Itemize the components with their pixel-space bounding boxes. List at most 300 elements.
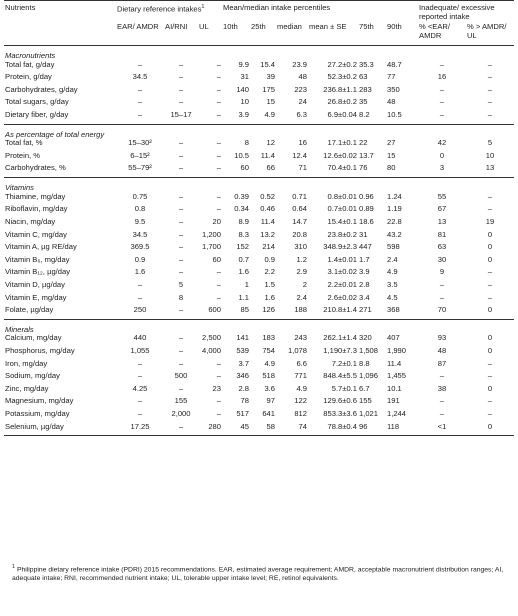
- p90-value: 1,244: [387, 409, 407, 418]
- ear-amdr-value: 0.9: [134, 254, 146, 264]
- p90-value: 407: [387, 333, 400, 343]
- footnote: [12, 564, 506, 584]
- table-row: [4, 111, 514, 124]
- ai-rni-value: –: [178, 72, 184, 82]
- nutrient-name: Iron, mg/day: [5, 358, 48, 368]
- median-value: 74: [276, 423, 308, 436]
- p90-value: 4.9: [387, 267, 398, 277]
- p25-value: 0.52: [260, 191, 275, 201]
- p25-value: 175: [262, 84, 275, 94]
- ul-value: –: [216, 409, 221, 418]
- header-ear-amdr: EAR/ AMDR: [116, 21, 164, 45]
- median-value: 1,078: [287, 346, 307, 356]
- pct-lt-ear-value: 42: [437, 138, 447, 148]
- p10-value: 10.5: [234, 150, 249, 160]
- ul-value: –: [216, 84, 221, 94]
- p90-value: 118: [386, 423, 418, 436]
- p10-value: 3.7: [238, 358, 249, 368]
- footnote-marker: 1: [12, 564, 16, 570]
- p75-value: 1.7: [359, 254, 370, 264]
- pct-gt-amdr-value: 0: [487, 242, 493, 252]
- ear-amdr-value: 1.6: [134, 267, 146, 277]
- p90-value: 4.5: [387, 292, 398, 302]
- mean-se-value: 26.8±0.2: [327, 97, 357, 107]
- p10-value: 9.9: [238, 59, 249, 69]
- pct-lt-ear-value: 38: [437, 383, 447, 393]
- ear-amdr-value: –: [137, 109, 143, 119]
- table-row: [4, 98, 514, 111]
- ear-amdr-value: –: [137, 371, 143, 381]
- ear-amdr-value: –: [137, 279, 143, 289]
- ai-rni-value: –: [178, 191, 184, 201]
- mean-se-value: 70.4±0.1: [327, 163, 357, 173]
- p90-value: 15: [387, 150, 396, 160]
- ai-rni-value: –: [178, 358, 184, 368]
- ul-value: –: [216, 371, 221, 381]
- ai-rni-value: –: [178, 216, 184, 226]
- ai-rni-value: –: [164, 423, 198, 436]
- p75-value: 6.7: [359, 383, 370, 393]
- median-value: 14.7: [292, 216, 307, 226]
- mean-se-value: 52.3±0.2: [327, 72, 357, 82]
- p10-value: 141: [236, 333, 249, 343]
- mean-se-value: 1.4±0.01: [327, 254, 357, 264]
- p10-value: 60: [240, 163, 249, 173]
- pct-lt-ear-value: 3: [439, 163, 445, 173]
- mean-se-value: 23.8±0.2: [327, 229, 357, 239]
- median-value: 812: [294, 409, 307, 418]
- pct-lt-ear-value: 9: [439, 267, 445, 277]
- p25-value: 1.6: [264, 292, 275, 302]
- ear-amdr-value: 34.5: [132, 229, 148, 239]
- p90-value: 11.4: [387, 358, 402, 368]
- table-header: [4, 1, 514, 46]
- ear-amdr-value: –: [137, 396, 143, 406]
- p10-value: 3.9: [238, 109, 249, 119]
- ear-amdr-value: –: [137, 409, 143, 418]
- p25-value: 11.4: [260, 216, 275, 226]
- nutrient-name: Carbohydrates, g/day: [5, 84, 78, 94]
- ul-value: 23: [212, 383, 221, 393]
- p25-value: 58: [250, 423, 276, 436]
- ai-rni-value: –: [178, 97, 184, 107]
- p25-value: 4.9: [264, 109, 275, 119]
- p25-value: 3.6: [264, 383, 275, 393]
- pct-gt-amdr-value: –: [487, 97, 493, 107]
- ul-value: –: [216, 59, 221, 69]
- pct-gt-amdr-value: –: [487, 72, 493, 82]
- ul-value: 1,200: [201, 229, 221, 239]
- p75-value: 155: [359, 396, 372, 406]
- p25-value: 12: [266, 138, 275, 148]
- pct-gt-amdr-value: –: [487, 409, 493, 418]
- pct-gt-amdr-value: –: [487, 109, 493, 119]
- ul-value: 1,700: [201, 242, 221, 252]
- pct-lt-ear-value: <1: [418, 423, 466, 436]
- table-row: [4, 73, 514, 86]
- table-row: [4, 139, 514, 152]
- mean-se-value: 7.2±0.1: [331, 358, 357, 368]
- mean-se-value: 15.4±0.1: [327, 216, 357, 226]
- median-value: 23.9: [292, 59, 307, 69]
- ear-amdr-value: 369.5: [130, 242, 150, 252]
- mean-se-value: 12.6±0.02: [323, 150, 357, 160]
- median-value: 188: [294, 305, 307, 315]
- median-value: 122: [294, 396, 307, 406]
- pct-gt-amdr-value: –: [487, 396, 493, 406]
- header-p90: 90th: [386, 21, 418, 45]
- p90-value: 10.1: [387, 383, 402, 393]
- ai-rni-value: 2,000: [171, 409, 191, 418]
- header-p75: 75th: [358, 21, 386, 45]
- nutrient-name: Potassium, mg/day: [5, 409, 70, 418]
- p25-value: 15.4: [260, 59, 275, 69]
- p90-value: 48.7: [387, 59, 402, 69]
- nutrient-name: Phosphorus, mg/day: [5, 346, 75, 356]
- p10-value: 517: [236, 409, 249, 418]
- p10-value: 140: [236, 84, 249, 94]
- pct-lt-ear-value: 63: [437, 242, 447, 252]
- pct-gt-amdr-value: –: [487, 59, 493, 69]
- p10-value: 1: [244, 279, 249, 289]
- p25-value: 518: [262, 371, 275, 381]
- p10-value: 2.8: [238, 383, 249, 393]
- p90-value: 368: [387, 305, 400, 315]
- p75-value: 35.3: [359, 59, 374, 69]
- ul-value: –: [216, 204, 221, 214]
- pct-gt-amdr-value: 0: [466, 423, 514, 436]
- p90-value: 598: [387, 242, 400, 252]
- ear-amdr-value: 9.5: [134, 216, 146, 226]
- nutrient-name: Vitamin D, µg/day: [5, 279, 65, 289]
- ul-value: 2,500: [201, 333, 221, 343]
- header-p25: 25th: [250, 21, 276, 45]
- ear-amdr-value: 15–30²: [128, 138, 152, 148]
- table-row: [4, 347, 514, 360]
- section-title: Vitamins: [4, 178, 514, 193]
- nutrient-name: Vitamin E, mg/day: [5, 292, 67, 302]
- mean-se-value: 848.4±5.5: [323, 371, 357, 381]
- p75-value: 8.8: [359, 358, 370, 368]
- ul-value: –: [216, 396, 221, 406]
- ai-rni-value: 8: [178, 292, 184, 302]
- ear-amdr-value: –: [137, 97, 143, 107]
- median-value: 48: [298, 72, 307, 82]
- pct-lt-ear-value: –: [439, 279, 445, 289]
- p90-value: 2.4: [387, 254, 398, 264]
- median-value: 243: [294, 333, 307, 343]
- p25-value: 183: [262, 333, 275, 343]
- ai-rni-value: –: [178, 150, 184, 160]
- median-value: 2.9: [296, 267, 307, 277]
- header-ai-rni: AI/RNI: [164, 21, 198, 45]
- mean-se-value: 17.1±0.1: [327, 138, 357, 148]
- p75-value: 283: [359, 84, 372, 94]
- p10-value: 10: [240, 97, 249, 107]
- section-row: [4, 124, 514, 139]
- nutrient-name: Folate, µg/day: [5, 305, 54, 315]
- p25-value: 15: [266, 97, 275, 107]
- pct-lt-ear-value: 67: [437, 204, 447, 214]
- p10-value: 8: [244, 138, 249, 148]
- ear-amdr-value: 440: [133, 333, 147, 343]
- ear-amdr-value: 55–79²: [128, 163, 152, 173]
- pct-lt-ear-value: 93: [437, 333, 447, 343]
- p25-value: 0.46: [260, 204, 275, 214]
- ear-amdr-value: 250: [133, 305, 147, 315]
- median-value: 223: [294, 84, 307, 94]
- ai-rni-value: –: [178, 138, 184, 148]
- p10-value: 78: [240, 396, 249, 406]
- ul-value: –: [216, 279, 221, 289]
- pct-gt-amdr-value: 19: [485, 216, 495, 226]
- p75-value: 8.2: [359, 109, 370, 119]
- pct-lt-ear-value: –: [439, 59, 445, 69]
- p10-value: 45: [222, 423, 250, 436]
- median-value: 71: [298, 163, 307, 173]
- ai-rni-value: –: [178, 59, 184, 69]
- pct-gt-amdr-value: 0: [487, 229, 493, 239]
- mean-se-value: 2.6±0.02: [327, 292, 357, 302]
- median-value: 0.64: [292, 204, 307, 214]
- section-title: As percentage of total energy: [4, 124, 514, 139]
- ear-amdr-value: –: [137, 59, 143, 69]
- section-title: Minerals: [4, 319, 514, 334]
- table-row: [4, 281, 514, 294]
- header-p10: 10th: [222, 21, 250, 45]
- header-pct-lt-ear: % <EAR/ AMDR: [418, 21, 466, 45]
- p10-value: 1.6: [238, 267, 249, 277]
- p75-value: 18.6: [359, 216, 374, 226]
- pct-lt-ear-value: –: [439, 97, 445, 107]
- footnote-text: Philippine dietary reference intake (PDRI) 2015 recommendations. EAR, estimated average requirement; AMDR, acceptable macronutrient distribution ranges; AI, adequate intake; RNI, recommended nutrient intake; UL, tolerable upper intake level; RE, retinol equivalents.: [12, 566, 504, 583]
- p25-value: 4.9: [264, 358, 275, 368]
- p90-value: 80: [387, 163, 396, 173]
- p90-value: 1.19: [387, 204, 402, 214]
- p90-value: 77: [387, 72, 396, 82]
- ear-amdr-value: 1,055: [130, 346, 150, 356]
- nutrient-name: Dietary fiber, g/day: [5, 109, 69, 119]
- pct-gt-amdr-value: 0: [487, 346, 493, 356]
- p25-value: 97: [266, 396, 275, 406]
- ai-rni-value: –: [178, 242, 184, 252]
- table-row: [4, 268, 514, 281]
- mean-se-value: 0.8±0.01: [327, 191, 357, 201]
- header-pct-gt-amdr: % > AMDR/ UL: [466, 21, 514, 45]
- table-row: [4, 423, 514, 436]
- pct-lt-ear-value: –: [439, 371, 445, 381]
- table-row: [4, 306, 514, 319]
- ai-rni-value: –: [178, 305, 184, 315]
- table-row: [4, 410, 514, 423]
- nutrient-name: Total sugars, g/day: [5, 97, 69, 107]
- ear-amdr-value: 34.5: [132, 72, 148, 82]
- mean-se-value: 27.2±0.2: [327, 59, 357, 69]
- ai-rni-value: –: [178, 346, 184, 356]
- pct-gt-amdr-value: 0: [487, 254, 493, 264]
- p75-value: 96: [358, 423, 386, 436]
- pct-gt-amdr-value: 0: [487, 383, 493, 393]
- nutrient-name: Vitamin B₆, mg/day: [5, 254, 70, 264]
- mean-se-value: 1,190±7.3: [323, 346, 357, 356]
- ai-rni-value: 500: [174, 371, 188, 381]
- table-row: [4, 397, 514, 410]
- median-value: 2.4: [296, 292, 307, 302]
- mean-se-value: 0.7±0.01: [327, 204, 357, 214]
- median-value: 4.9: [296, 383, 307, 393]
- median-value: 1.2: [296, 254, 307, 264]
- p10-value: 8.9: [238, 216, 249, 226]
- ear-amdr-value: 0.75: [132, 191, 148, 201]
- p90-value: 191: [387, 396, 400, 406]
- nutrient-intake-table: [4, 0, 514, 436]
- p75-value: 271: [359, 305, 372, 315]
- p10-value: 539: [236, 346, 249, 356]
- ear-amdr-value: 4.25: [132, 383, 148, 393]
- p25-value: 39: [266, 72, 275, 82]
- nutrient-name: Carbohydrates, %: [5, 163, 66, 173]
- header-inadequate-group: Inadequate/ excessive reported intake: [418, 1, 514, 22]
- nutrient-name: Selenium, µg/day: [4, 423, 116, 436]
- nutrient-name: Thiamine, mg/day: [5, 191, 66, 201]
- ul-value: 4,000: [201, 346, 221, 356]
- p25-value: 2.2: [264, 267, 275, 277]
- ul-value: –: [216, 150, 221, 160]
- mean-se-value: 262.1±1.4: [323, 333, 357, 343]
- p75-value: 320: [359, 333, 372, 343]
- ai-rni-value: 15–17: [170, 109, 192, 119]
- p10-value: 31: [240, 72, 249, 82]
- p25-value: 641: [262, 409, 275, 418]
- p75-value: 22: [359, 138, 368, 148]
- p25-value: 11.4: [260, 150, 275, 160]
- table-body: [4, 45, 514, 435]
- mean-se-value: 348.9±2.3: [323, 242, 357, 252]
- ul-value: –: [216, 267, 221, 277]
- pct-lt-ear-value: 87: [437, 358, 447, 368]
- nutrient-name: Riboflavin, mg/day: [5, 204, 68, 214]
- median-value: 16: [298, 138, 307, 148]
- p10-value: 0.7: [238, 254, 249, 264]
- p90-value: 22.8: [387, 216, 402, 226]
- ai-rni-value: –: [178, 383, 184, 393]
- pct-gt-amdr-value: –: [487, 371, 493, 381]
- median-value: 6.6: [296, 358, 307, 368]
- mean-se-value: 5.7±0.1: [331, 383, 357, 393]
- table-row: [4, 256, 514, 269]
- ai-rni-value: –: [178, 333, 184, 343]
- p10-value: 0.39: [234, 191, 249, 201]
- p90-value: 43.2: [387, 229, 402, 239]
- header-mean-se: mean ± SE: [308, 21, 358, 45]
- ul-value: –: [216, 163, 221, 173]
- ul-value: –: [216, 72, 221, 82]
- pct-gt-amdr-value: –: [487, 267, 493, 277]
- table-row: [4, 218, 514, 231]
- pct-lt-ear-value: –: [439, 409, 445, 418]
- p25-value: 754: [262, 346, 275, 356]
- mean-se-value: 129.6±0.6: [323, 396, 357, 406]
- p90-value: 1,455: [387, 371, 407, 381]
- pct-gt-amdr-value: 10: [485, 150, 495, 160]
- median-value: 20.8: [292, 229, 307, 239]
- ai-rni-value: –: [178, 84, 184, 94]
- section-row: [4, 45, 514, 60]
- pct-lt-ear-value: –: [439, 292, 445, 302]
- pct-gt-amdr-value: –: [487, 191, 493, 201]
- ul-value: 280: [198, 423, 222, 436]
- p25-value: 126: [262, 305, 275, 315]
- nutrient-name: Sodium, mg/day: [5, 371, 60, 381]
- ul-value: 60: [212, 254, 221, 264]
- p90-value: 3.5: [387, 279, 398, 289]
- ul-value: 20: [212, 216, 221, 226]
- p75-value: 447: [359, 242, 372, 252]
- p10-value: 0.34: [234, 204, 249, 214]
- p25-value: 1.5: [264, 279, 275, 289]
- ai-rni-value: –: [178, 229, 184, 239]
- median-value: 771: [294, 371, 307, 381]
- pct-lt-ear-value: 0: [439, 150, 445, 160]
- ear-amdr-value: –: [137, 292, 143, 302]
- ai-rni-value: –: [178, 267, 184, 277]
- p10-value: 85: [240, 305, 249, 315]
- median-value: 0.71: [292, 191, 307, 201]
- ul-value: –: [216, 358, 221, 368]
- pct-gt-amdr-value: 0: [487, 333, 493, 343]
- ai-rni-value: –: [178, 163, 184, 173]
- ul-value: 600: [208, 305, 221, 315]
- pct-lt-ear-value: –: [439, 109, 445, 119]
- p10-value: 346: [236, 371, 249, 381]
- p75-value: 0.89: [359, 204, 374, 214]
- table-row: [4, 372, 514, 385]
- median-value: 24: [298, 97, 307, 107]
- pct-lt-ear-value: 16: [437, 72, 447, 82]
- p90-value: 1.24: [387, 191, 402, 201]
- table-row: [4, 86, 514, 99]
- header-dri-group: Dietary reference intakes$^1$: [116, 1, 222, 22]
- section-title: Macronutrients: [5, 50, 56, 60]
- ai-rni-value: 5: [178, 279, 184, 289]
- p75-value: 13.7: [359, 150, 374, 160]
- header-median: median: [276, 21, 308, 45]
- p75-value: 76: [359, 163, 368, 173]
- nutrient-name: Vitamin B₁₂, µg/day: [5, 267, 71, 277]
- p75-value: 0.96: [359, 191, 374, 201]
- ear-amdr-value: –: [137, 84, 143, 94]
- median-value: 310: [294, 242, 307, 252]
- ear-amdr-value: 6–15²: [130, 150, 150, 160]
- mean-se-value: 2.2±0.01: [327, 279, 357, 289]
- table-row: [4, 385, 514, 398]
- p10-value: 8.3: [238, 229, 249, 239]
- table-row: [4, 152, 514, 165]
- p10-value: 152: [236, 242, 249, 252]
- p75-value: 2.8: [359, 279, 370, 289]
- pct-lt-ear-value: 48: [437, 346, 447, 356]
- nutrient-name: Magnesium, mg/day: [5, 396, 74, 406]
- nutrient-name: Total fat, %: [5, 138, 43, 148]
- nutrient-name: Calcium, mg/day: [5, 333, 62, 343]
- nutrient-name: Protein, %: [5, 150, 41, 160]
- pct-lt-ear-value: 81: [437, 229, 447, 239]
- ul-value: –: [216, 138, 221, 148]
- table-row: [4, 360, 514, 373]
- p90-value: 27: [387, 138, 396, 148]
- median-value: 12.4: [292, 150, 307, 160]
- nutrient-name: Vitamin C, mg/day: [5, 229, 67, 239]
